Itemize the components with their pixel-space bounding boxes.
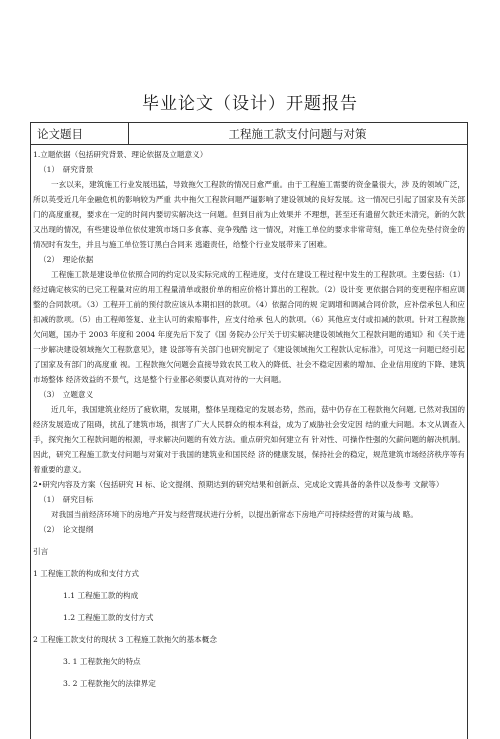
research-goal-paragraph: 对我国当前经济环境下的房地产开发与经营现状进行分析，以提出新常态下房地产可持续经营的对策与战 略。 [51, 510, 418, 519]
section-1-2-heading: （2） 理论依据 [39, 255, 94, 264]
report-title: 毕业论文（设计）开题报告 [142, 94, 358, 114]
section-2-1-heading: （1） 研究目标 [39, 495, 94, 504]
outline-item: 2 工程施工款支付的现状 3 工程施工款拖欠的基本概念 [33, 635, 217, 644]
theory-basis-paragraph: 工程施工款是建设单位依照合同的约定以及实际完成的工程进度，支付在建设工程过程中发生的工程款项。主要包括:（1）经过确定核实的已完工程量对应的用工程量清单或报价单的相应价格计算出的工程款。（2）设计变 更依据合同的变更程序相应调整的合同款项。（3）工程开工前的预付款应该从本期扣回的款项。（4）依据合同的规 定调增和调减合同价款，应补偿承包人和应扣减的款项。（5）由工程师签复、业主认可的索赔事件，应支付给承 包人的款项。（6）其他应支付或扣减的款项。针对工程款拖欠问题，国办于 2003 年度和 2004 年度先后下发了《国 务院办公厅关于切实解决建设领域拖欠工程款问题的通知》和《关于进一步解决建设领域拖欠工程款意见》，建 设部等有关部门也研究制定了《建设领域拖欠工程款认定标准》，可见这一问题已经引起了国家及有部门的高度重 视。工程款拖欠问题会直接导致农民工收入的降低、社会不稳定因素的增加、企业信用度的下降、建筑市场整体 经济效益的不景气，这是整个行业都必须要认真对待的一大问题。 [33, 270, 465, 384]
outline-item: 1 工程施工款的构成和支付方式 [33, 569, 139, 578]
section-1-3-heading: （3） 立题意义 [39, 390, 94, 399]
report-table [30, 122, 468, 739]
topic-label: 论文题目 [37, 127, 83, 141]
outline-list [33, 544, 465, 691]
report-body [33, 147, 465, 691]
outline-item: 3. 2 工程款拖欠的法律界定 [63, 679, 156, 688]
section-1-1-heading: （1） 研究背景 [39, 165, 94, 174]
section-1-heading: 1.立题依据（包括研究背景、理论依据及立题意义） [33, 150, 208, 159]
significance-paragraph: 近几年，我国建筑业经历了疲软期，发展期，整体呈现稳定的发展态势，然而，菇中仍存在工程款拖欠问题, 已然对我国的经济发展造成了阻碍，扰乱了建筑市场，损害了广大人民群众的根本利益，成为了威胁社会安定因 结的重大问题。本文从调查入手，探究拖欠工程款问题的根源，寻求解决问题的有效方法。重点研究如何建立有 针对性、可操作性强的欠薪问题的解决机制。因此，研究工程施工款支付问题与对策对于我国的建筑业和国民经 济的健康发展，保持社会的稳定，规范建筑市场经济秩序等有着重要的意义。 [33, 405, 465, 474]
outline-item: 3. 1 工程款拖欠的特点 [63, 657, 141, 666]
outline-item: 1.1 工程施工款的构成 [63, 591, 139, 600]
outline-item: 引言 [33, 547, 49, 556]
topic-row [31, 123, 467, 145]
research-background-paragraph: 一玄以来，建筑施工行业发展迅猛，导致拖欠工程款的情况日愈严重。由于工程施工需要的资金量很大，涉 及的领域广泛，所以英受近几年金融危机的影响较为严重 共中拖欠工程款问题严逼影响了建设领域的良好发展。这一情况已引起了国家及有关部门的高度重视，要求在一定的时间内要切实解决这一问题。但到目前为止效果并 不理想，甚至还有遗留欠款还未清完，新的欠款又出现的情况，有些建设单位依仗建筑市场口多食寡、竞争残酷 这一情况，对施工单位的要求非常苛刻，施工单位先垫付资金的情况时有发生，并且与施工单位签订黑白合同来 逃避责任，给整个行业发展带来了困难。 [33, 180, 465, 249]
section-2-2-heading: （2） 论文提纲 [39, 525, 94, 534]
section-2-heading: 2•研究内容及方案（包括研究 H 标、论文提纲、预期达到的研究结果和创新点、完成论文需具备的条件以及参考 文献等） [33, 480, 444, 489]
outline-item: 1.2 工程施工款的支付方式 [63, 613, 154, 622]
topic-value: 工程施工款支付问题与对策 [228, 127, 367, 141]
